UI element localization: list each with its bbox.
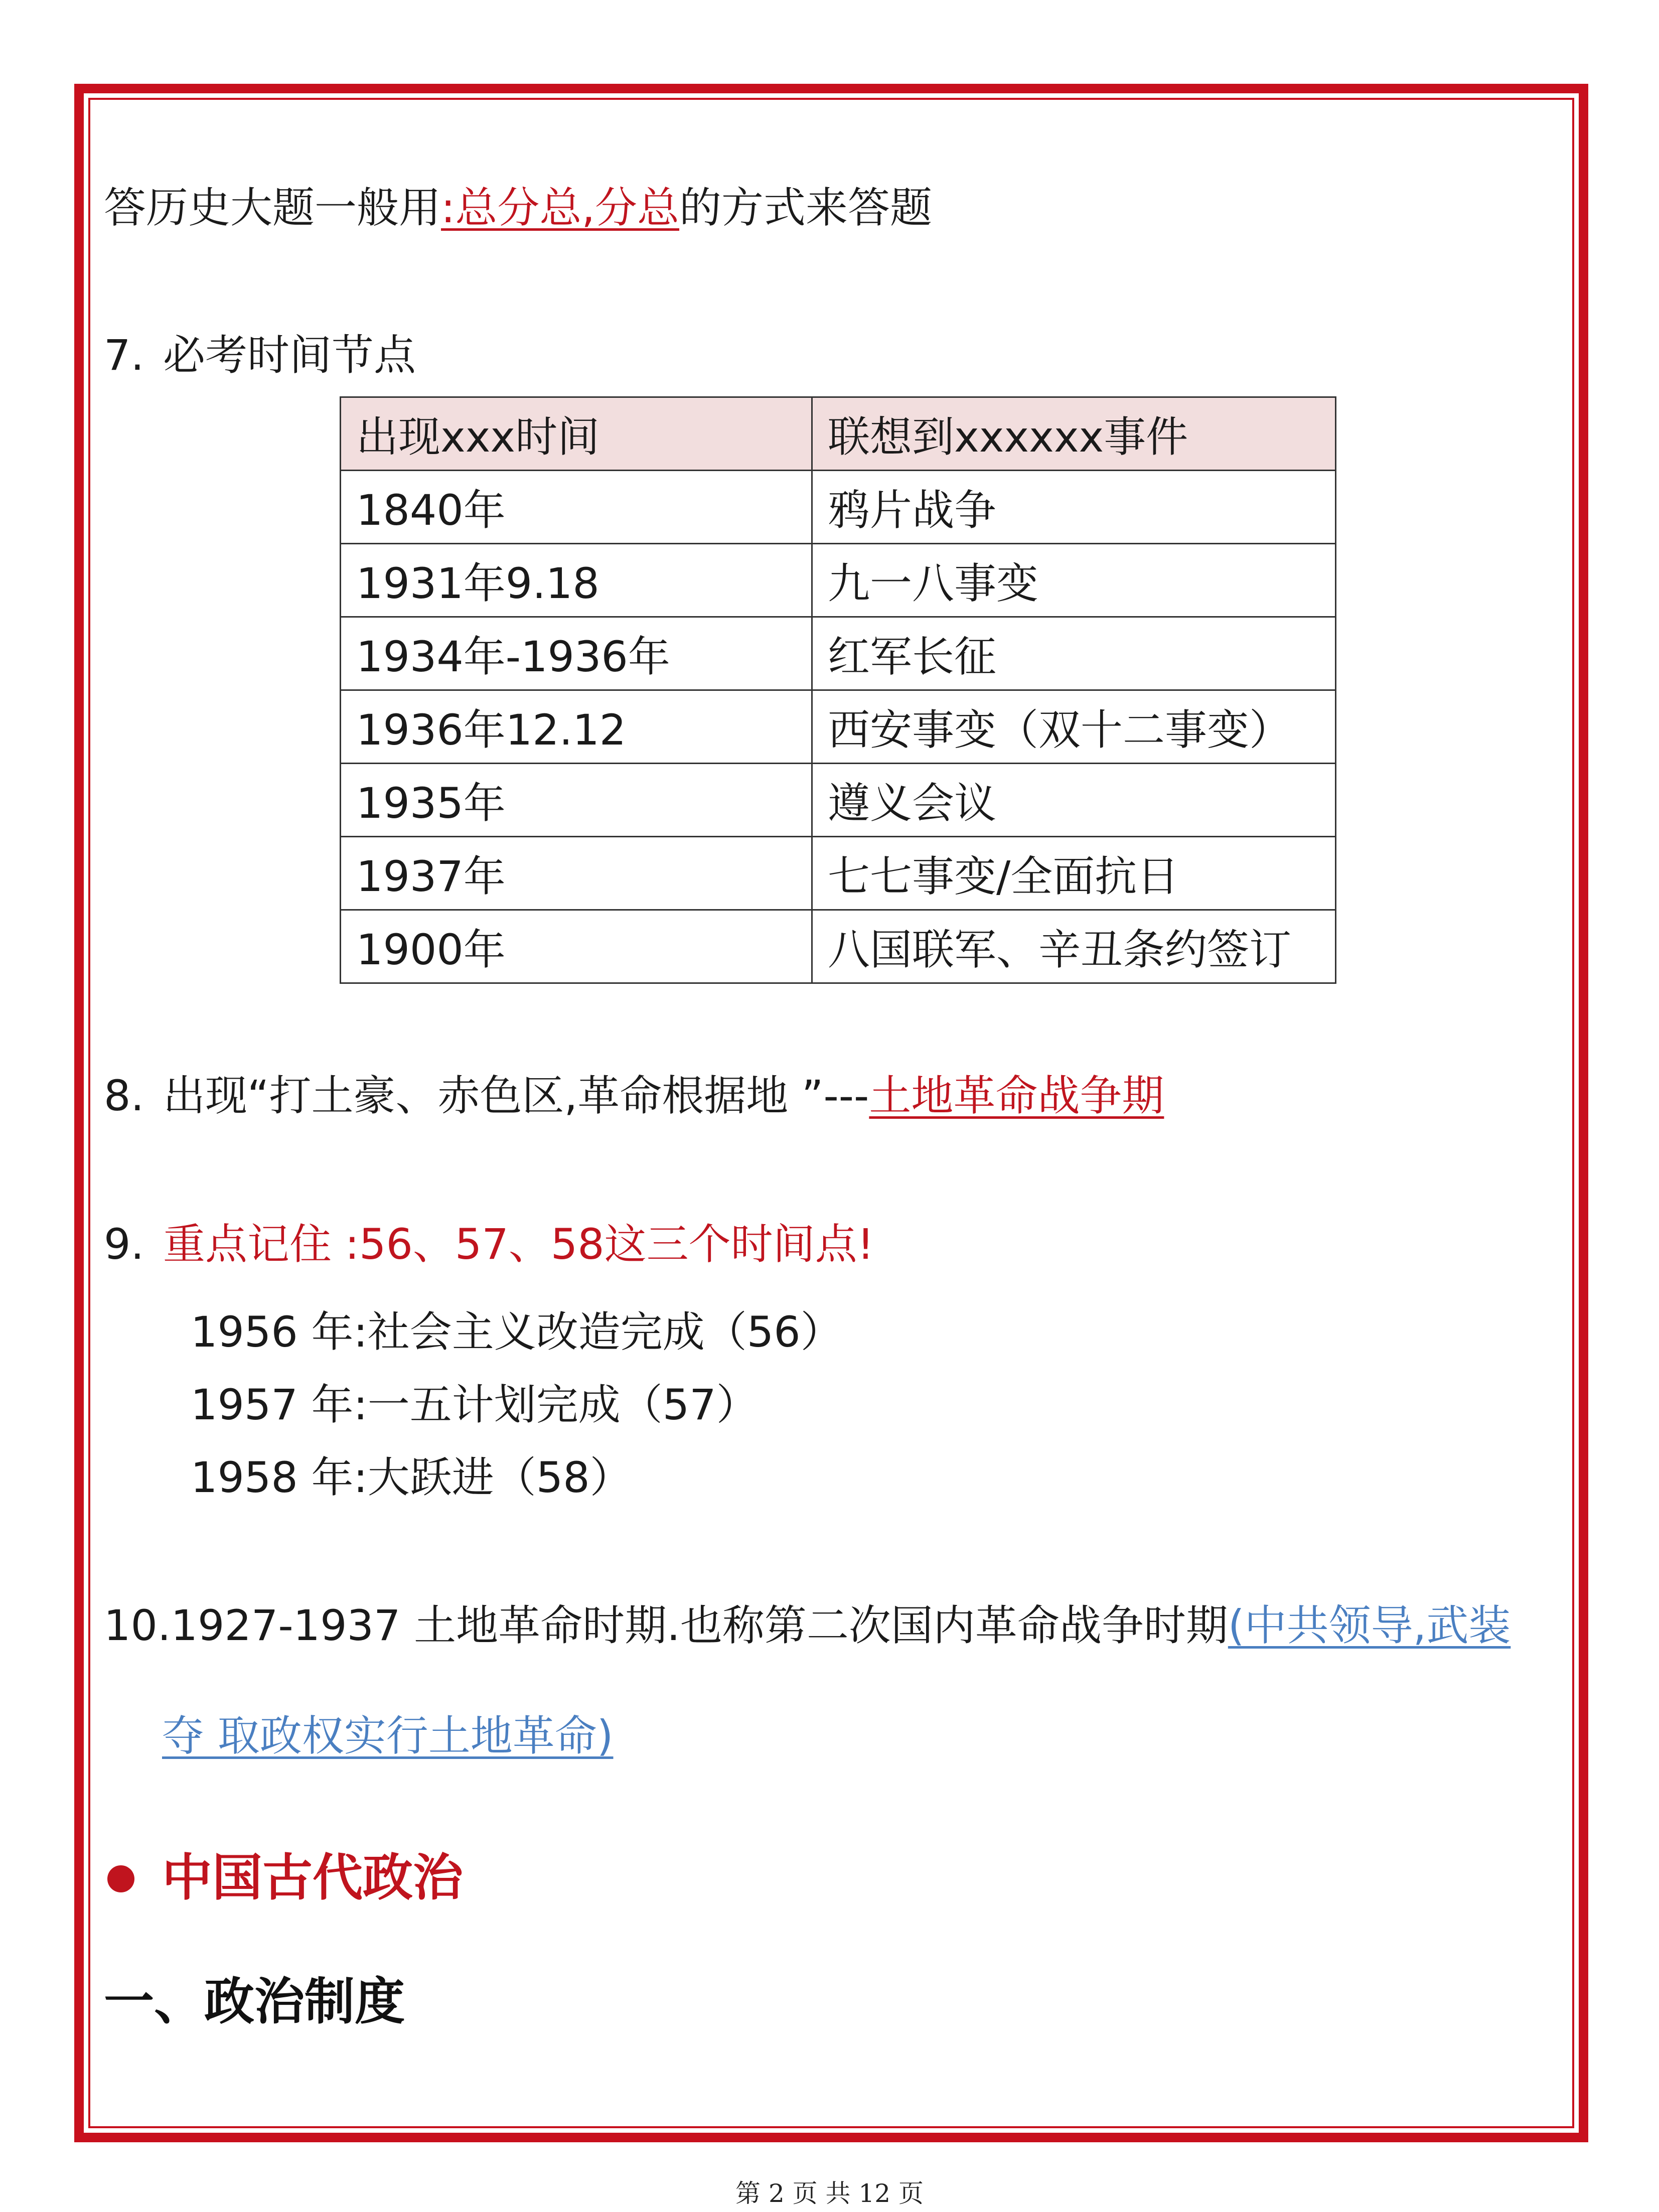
table-header-cell: 联想到xxxxxx事件 — [812, 397, 1336, 471]
item-9-line-1958: 1958 年:大跃进（58） — [191, 1453, 632, 1502]
table-cell-event: 红军长征 — [812, 617, 1336, 690]
table-cell-year: 1840年 — [341, 471, 812, 544]
table-cell-year: 1935年 — [341, 764, 812, 837]
item-7-number: 7. — [104, 331, 144, 380]
intro-highlight: :总分总,分总 — [441, 183, 680, 232]
item-8-text: 出现“打土豪、赤色区,革命根据地 ”--- — [163, 1071, 869, 1120]
item-8-line — [104, 1071, 1164, 1121]
item-9-heading — [104, 1219, 874, 1270]
table-cell-event: 七七事变/全面抗日 — [812, 837, 1336, 910]
table-row — [341, 764, 1336, 837]
item-9-line-1956: 1956 年:社会主义改造完成（56） — [191, 1307, 843, 1357]
intro-text-before: 答历史大题一般用 — [104, 183, 441, 232]
table-cell-event: 八国联军、辛丑条约签订 — [812, 910, 1336, 983]
item-10-line-1 — [104, 1600, 1511, 1651]
table-row — [341, 910, 1336, 983]
table-row — [341, 690, 1336, 764]
item-10-link-part2[interactable]: 夺 取政权实行土地革命) — [162, 1711, 614, 1760]
intro-line — [104, 183, 932, 233]
table-cell-event: 鸦片战争 — [812, 471, 1336, 544]
item-10-link-part1[interactable]: (中共领导,武装 — [1228, 1601, 1511, 1650]
table-header-cell: 出现xxx时间 — [341, 397, 812, 471]
item-9-text: 重点记住 :56、57、58这三个时间点! — [163, 1220, 874, 1269]
item-7-heading — [104, 330, 416, 381]
table-cell-year: 1934年-1936年 — [341, 617, 812, 690]
intro-text-after: 的方式来答题 — [679, 183, 933, 232]
item-8-highlight: 土地革命战争期 — [869, 1071, 1164, 1120]
table-row — [341, 544, 1336, 617]
table-row — [341, 837, 1336, 910]
table-header-row — [341, 397, 1336, 471]
table-cell-year: 1936年12.12 — [341, 690, 812, 764]
table-row — [341, 617, 1336, 690]
item-7-text: 必考时间节点 — [163, 331, 416, 380]
section-heading: 中国古代政治 — [162, 1848, 463, 1907]
item-10-line-2 — [162, 1711, 613, 1761]
page-footer: 第 2 页 共 12 页 — [735, 2179, 924, 2208]
table-cell-event: 九一八事变 — [812, 544, 1336, 617]
table-row — [341, 471, 1336, 544]
bullet-dot-icon — [107, 1865, 134, 1892]
table-cell-year: 1937年 — [341, 837, 812, 910]
table-cell-event: 遵义会议 — [812, 764, 1336, 837]
item-10-text: 10.1927-1937 土地革命时期.也称第二次国内革命战争时期 — [104, 1601, 1228, 1650]
item-8-number: 8. — [104, 1071, 144, 1120]
timeline-table — [340, 396, 1336, 984]
table-cell-event: 西安事变（双十二事变） — [812, 690, 1336, 764]
item-9-line-1957: 1957 年:一五计划完成（57） — [191, 1380, 759, 1429]
sub-heading: 一、政治制度 — [104, 1972, 405, 2031]
item-9-number: 9. — [104, 1220, 144, 1269]
table-cell-year: 1931年9.18 — [341, 544, 812, 617]
table-cell-year: 1900年 — [341, 910, 812, 983]
